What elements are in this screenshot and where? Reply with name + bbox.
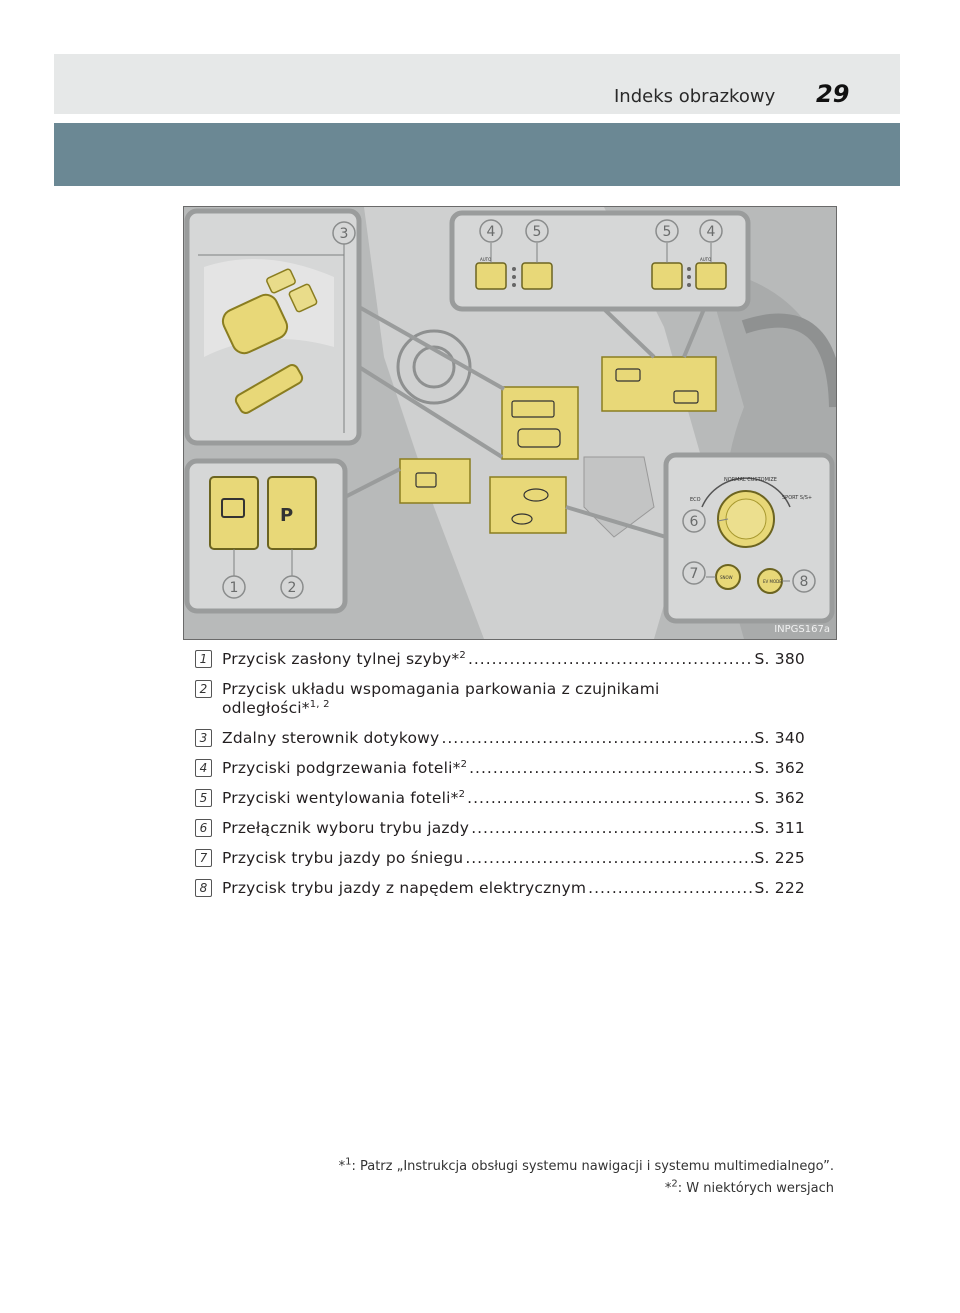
ev-button-label: EV MODE <box>763 579 782 584</box>
seat-auto-label-left: AUTO <box>480 257 492 262</box>
item-number: 4 <box>195 759 212 777</box>
dot-leader <box>468 650 753 669</box>
item-footnote-mark: 2 <box>459 649 466 661</box>
drive-mode-normal-label: NORMAL CUSTOMIZE <box>724 477 777 483</box>
legend-item <box>195 819 805 838</box>
item-label: Zdalny sterownik dotykowy <box>222 729 440 747</box>
item-footnote-mark: 1, 2 <box>309 698 330 710</box>
snow-button-label: SNOW <box>720 575 733 580</box>
parking-p-symbol: P <box>280 505 294 526</box>
item-number: 7 <box>195 849 212 867</box>
inset-rear-buttons <box>187 461 345 611</box>
item-footnote-mark: 2 <box>460 758 468 770</box>
legend-item <box>195 849 805 868</box>
legend-list <box>195 650 805 909</box>
section-title: Indeks obrazkowy <box>614 86 776 107</box>
callout-7: 7 <box>689 566 699 582</box>
dashboard-drawing <box>184 207 836 639</box>
dot-leader <box>471 819 752 838</box>
item-label: Przycisk zasłony tylnej szyby* <box>222 650 460 668</box>
footnotes <box>339 1156 834 1200</box>
legend-item <box>195 789 805 808</box>
page-number: 29 <box>816 80 850 108</box>
page-reference-link[interactable]: S. 380 <box>754 650 805 668</box>
callout-5-right: 5 <box>662 224 672 240</box>
item-number: 6 <box>195 819 212 837</box>
footnote <box>339 1178 834 1200</box>
drive-mode-eco-label: ECO <box>690 497 701 503</box>
callout-2: 2 <box>287 580 297 596</box>
dashboard-illustration <box>183 206 837 640</box>
item-number: 2 <box>195 680 212 698</box>
item-label: Przycisk trybu jazdy po śniegu <box>222 849 464 867</box>
item-number: 5 <box>195 789 212 807</box>
page-reference-link[interactable]: S. 362 <box>754 789 805 807</box>
inset-drive-mode <box>666 455 832 621</box>
legend-item <box>195 650 805 669</box>
dot-leader <box>467 789 752 808</box>
page-reference-link[interactable]: S. 311 <box>754 819 805 837</box>
item-label: Przycisk trybu jazdy z napędem elektrycznym <box>222 879 587 897</box>
page-reference-link[interactable]: S. 225 <box>754 849 805 867</box>
footnote-text: : W niektórych wersjach <box>677 1181 834 1196</box>
inset-touch-controller <box>187 211 359 443</box>
figure-code: INPGS167a <box>774 624 830 635</box>
callout-4-left: 4 <box>486 224 496 240</box>
legend-item <box>195 759 805 778</box>
dot-leader <box>588 879 752 898</box>
callout-8: 8 <box>799 574 809 590</box>
legend-item <box>195 680 805 718</box>
item-label: Przełącznik wyboru trybu jazdy <box>222 819 470 837</box>
item-number: 1 <box>195 650 212 668</box>
callout-1: 1 <box>229 580 239 596</box>
footnote-text: : Patrz „Instrukcja obsługi systemu nawigacji i systemu multimedialnego”. <box>351 1159 834 1174</box>
item-number: 3 <box>195 729 212 747</box>
item-label-cont: odległości* <box>222 699 310 717</box>
footnote <box>339 1156 834 1178</box>
callout-6: 6 <box>689 514 699 530</box>
item-footnote-mark: 2 <box>458 788 466 800</box>
footnote-sup: 1 <box>345 1156 352 1168</box>
dot-leader <box>441 729 752 748</box>
page-reference-link[interactable]: S. 362 <box>754 759 805 777</box>
section-band <box>54 123 900 186</box>
item-label: Przyciski podgrzewania foteli* <box>222 759 461 777</box>
legend-item <box>195 729 805 748</box>
item-label: Przyciski wentylowania foteli* <box>222 789 459 807</box>
seat-auto-label-right: AUTO <box>700 257 712 262</box>
legend-item <box>195 879 805 898</box>
item-label: Przycisk układu wspomagania parkowania z czujnikami <box>222 680 660 698</box>
dot-leader <box>465 849 752 868</box>
item-number: 8 <box>195 879 212 897</box>
page-reference-link[interactable]: S. 222 <box>754 879 805 897</box>
footnote-mark: * <box>338 1159 346 1174</box>
drive-mode-sport-label: SPORT S/S+ <box>782 495 813 501</box>
callout-4-right: 4 <box>706 224 716 240</box>
callout-5-left: 5 <box>532 224 542 240</box>
footnote-mark: * <box>664 1181 672 1196</box>
footnote-sup: 2 <box>671 1178 678 1190</box>
page-reference-link[interactable]: S. 340 <box>754 729 805 747</box>
callout-3: 3 <box>339 226 349 242</box>
dot-leader <box>469 759 752 778</box>
